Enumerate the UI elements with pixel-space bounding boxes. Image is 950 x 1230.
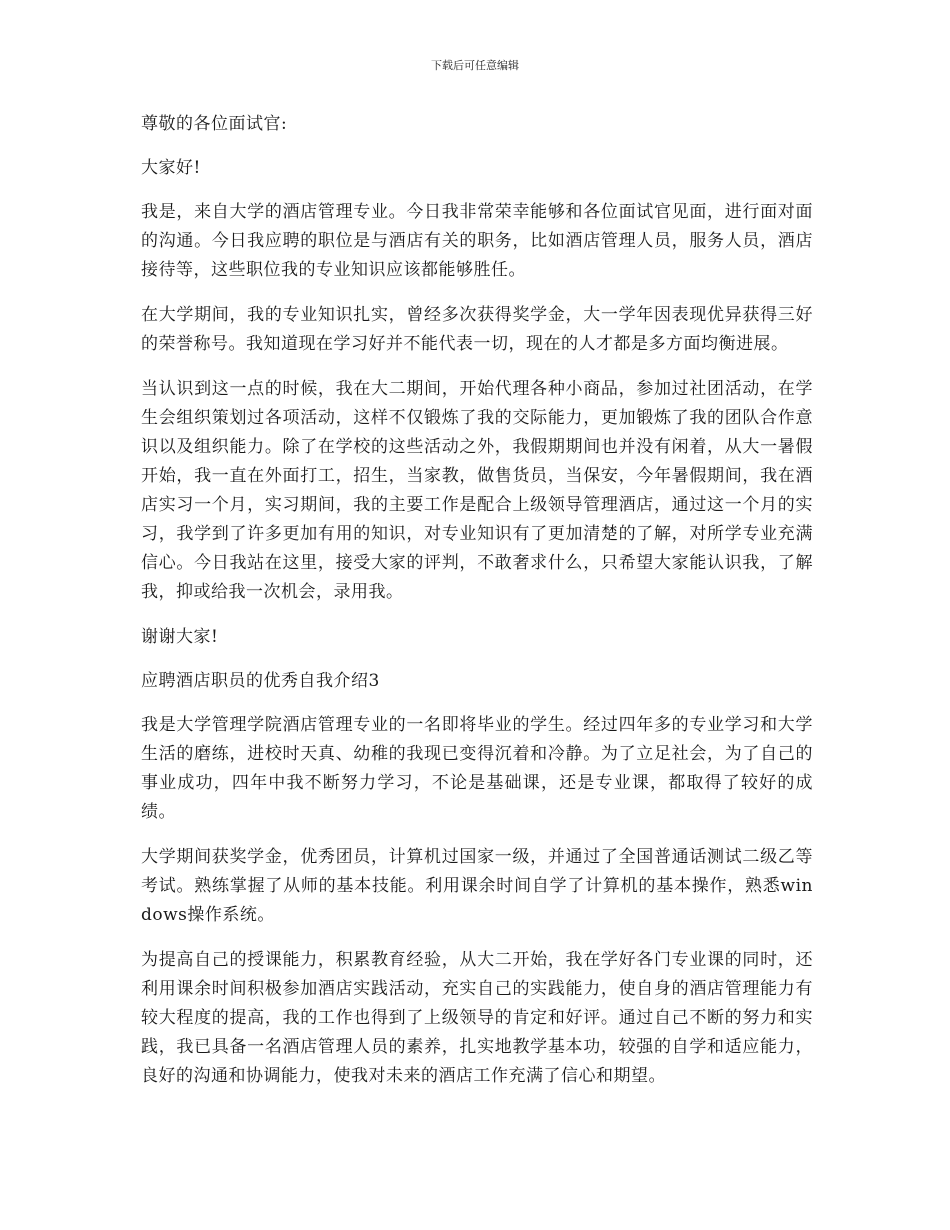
paragraph: 当认识到这一点的时候，我在大二期间，开始代理各种小商品，参加过社团活动，在学生会组织策划过各项活动，这样不仅锻炼了我的交际能力，更加锻炼了我的团队合作意识以及组织能力。除了在学校的这些活动之外，我假期期间也并没有闲着，从大一暑假开始，我一直在外面打工，招生，当家教，做售货员，当保安，今年暑假期间，我在酒店实习一个月，实习期间，我的主要工作是配合上级领导管理酒店，通过这一个月的实习，我学到了许多更加有用的知识，对专业知识有了更加清楚的了解，对所学专业充满信心。今日我站在这里，接受大家的评判，不敢奢求什么，只希望大家能认识我，了解我，抑或给我一次机会，录用我。: [141, 379, 813, 602]
paragraph: 大学期间获奖学金，优秀团员，计算机过国家一级，并通过了全国普通话测试二级乙等考试。熟练掌握了从师的基本技能。利用课余时间自学了计算机的基本操作，熟悉windows操作系统。: [141, 847, 813, 925]
section-heading: 应聘酒店职员的优秀自我介绍3: [141, 671, 380, 691]
salutation: 尊敬的各位面试官:: [141, 114, 288, 134]
paragraph: 在大学期间，我的专业知识扎实，曾经多次获得奖学金，大一学年因表现优异获得三好的荣誉称号。我知道现在学习好并不能代表一切，现在的人才都是多方面均衡进展。: [141, 305, 813, 354]
paragraph: 我是大学管理学院酒店管理专业的一名即将毕业的学生。经过四年多的专业学习和大学生活的磨练，进校时天真、幼稚的我现已变得沉着和冷静。为了立足社会，为了自己的事业成功，四年中我不断努力学习，不论是基础课，还是专业课，都取得了较好的成绩。: [141, 715, 813, 822]
closing-thanks: 谢谢大家!: [141, 627, 219, 647]
document-body: [141, 110, 813, 1107]
paragraph: 我是，来自大学的酒店管理专业。今日我非常荣幸能够和各位面试官见面，进行面对面的沟通。今日我应聘的职位是与酒店有关的职务，比如酒店管理人员，服务人员，酒店接待等，这些职位我的专业知识应该都能够胜任。: [141, 202, 813, 280]
page-header-note: 下载后可任意编辑: [431, 59, 519, 72]
greeting: 大家好!: [141, 158, 201, 178]
paragraph: 为提高自己的授课能力，积累教育经验，从大二开始，我在学好各门专业课的同时，还利用课余时间积极参加酒店实践活动，充实自己的实践能力，使自身的酒店管理能力有较大程度的提高，我的工作也得到了上级领导的肯定和好评。通过自己不断的努力和实践，我已具备一名酒店管理人员的素养，扎实地教学基本功，较强的自学和适应能力，良好的沟通和协调能力，使我对未来的酒店工作充满了信心和期望。: [141, 950, 813, 1086]
